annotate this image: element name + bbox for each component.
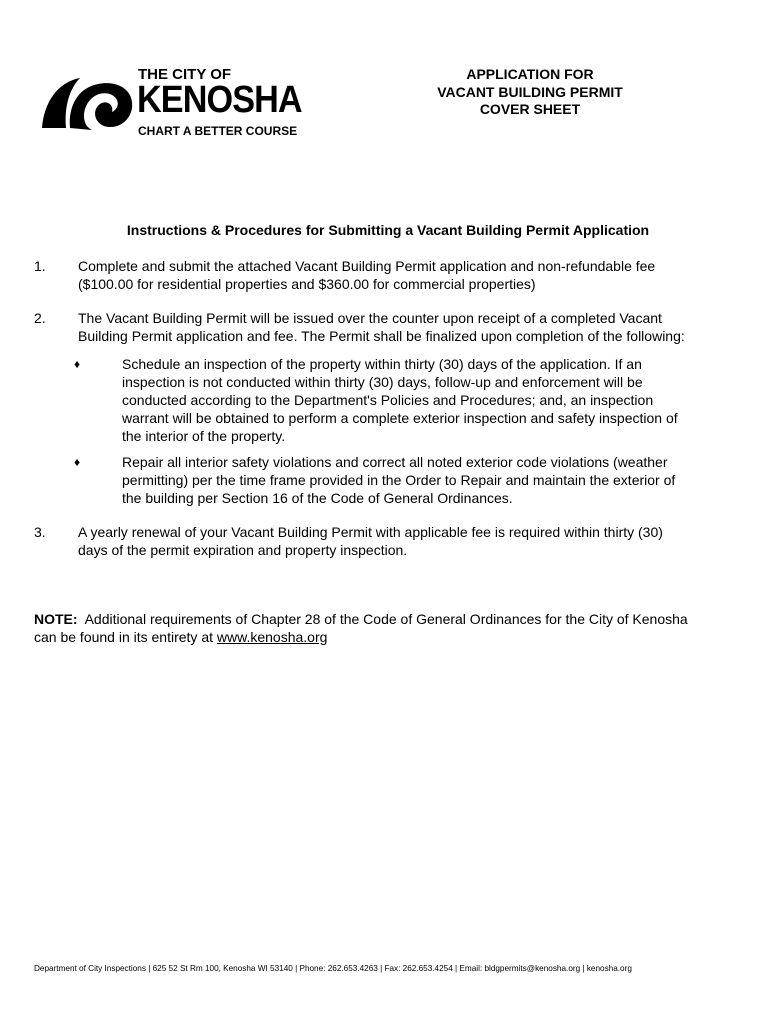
- item-text-line: Complete and submit the attached Vacant Building Permit application and non-refundable fee: [78, 258, 656, 274]
- logo-line-kenosha: KENOSHA: [137, 79, 302, 121]
- kenosha-website-link[interactable]: www.kenosha.org: [216, 629, 328, 645]
- diamond-bullet-icon: ♦: [74, 455, 81, 469]
- footer-contact-info: Department of City Inspections | 625 52 St Rm 100, Kenosha WI 53140 | Phone: 262.653.4263 | Fax: 262.653.4254 | Email: bldgpermits@kenosha.org | kenosha.org: [34, 964, 632, 973]
- bullet-text-line: conducted according to the Department's Policies and Procedures; and, an inspection: [122, 392, 654, 408]
- bullet-text-line: Schedule an inspection of the property within thirty (30) days of the application. If an: [122, 356, 642, 372]
- item-number: 1.: [34, 258, 46, 274]
- item-text-line: A yearly renewal of your Vacant Building Permit with applicable fee is required within thirty (30): [78, 524, 663, 540]
- wave-logo-icon: [40, 72, 136, 132]
- title-line-2: VACANT BUILDING PERMIT: [437, 83, 623, 100]
- instructions-heading: Instructions & Procedures for Submitting a Vacant Building Permit Application: [126, 222, 650, 238]
- bullet-item-2: [74, 453, 734, 507]
- bullet-text-line: the interior of the property.: [122, 428, 286, 444]
- title-line-3: COVER SHEET: [479, 101, 581, 117]
- logo-line-city-of: THE CITY OF: [138, 66, 232, 83]
- item-text-line: ($100.00 for residential properties and $360.00 for commercial properties): [78, 276, 536, 292]
- note-text-line: can be found in its entirety at: [34, 629, 217, 645]
- item-text-line: days of the permit expiration and property inspection.: [78, 542, 408, 558]
- note-paragraph: [34, 610, 750, 646]
- bullet-text-line: inspection is not conducted within thirty (30) days, follow-up and enforcement will be: [122, 374, 643, 390]
- bullet-item-1: [74, 355, 734, 445]
- diamond-bullet-icon: ♦: [74, 357, 81, 371]
- note-label: NOTE:: [34, 611, 78, 627]
- logo-tagline: CHART A BETTER COURSE: [138, 124, 298, 138]
- bullet-text-line: permitting) per the time frame provided in the Order to Repair and maintain the exterior of: [122, 472, 676, 488]
- instruction-item-3: [34, 523, 746, 559]
- document-title: [410, 66, 650, 119]
- note-text-line: Additional requirements of Chapter 28 of the Code of General Ordinances for the City of Kenosha: [77, 611, 688, 627]
- item-text-line: Building Permit application and fee. The Permit shall be finalized upon completion of the following:: [78, 328, 685, 344]
- item-text-line: The Vacant Building Permit will be issued over the counter upon receipt of a completed Vacant: [78, 310, 662, 326]
- item-number: 2.: [34, 310, 46, 326]
- instruction-item-2: [34, 309, 746, 345]
- bullet-text-line: warrant will be obtained to perform a complete exterior inspection and safety inspection of: [122, 410, 678, 426]
- title-line-1: APPLICATION FOR: [466, 66, 594, 82]
- bullet-text-line: the building per Section 16 of the Code of General Ordinances.: [122, 490, 513, 506]
- bullet-text-line: Repair all interior safety violations and correct all noted exterior code violations (weather: [122, 454, 668, 470]
- city-logo: [40, 66, 300, 142]
- instruction-item-1: [34, 257, 746, 293]
- item-number: 3.: [34, 524, 46, 540]
